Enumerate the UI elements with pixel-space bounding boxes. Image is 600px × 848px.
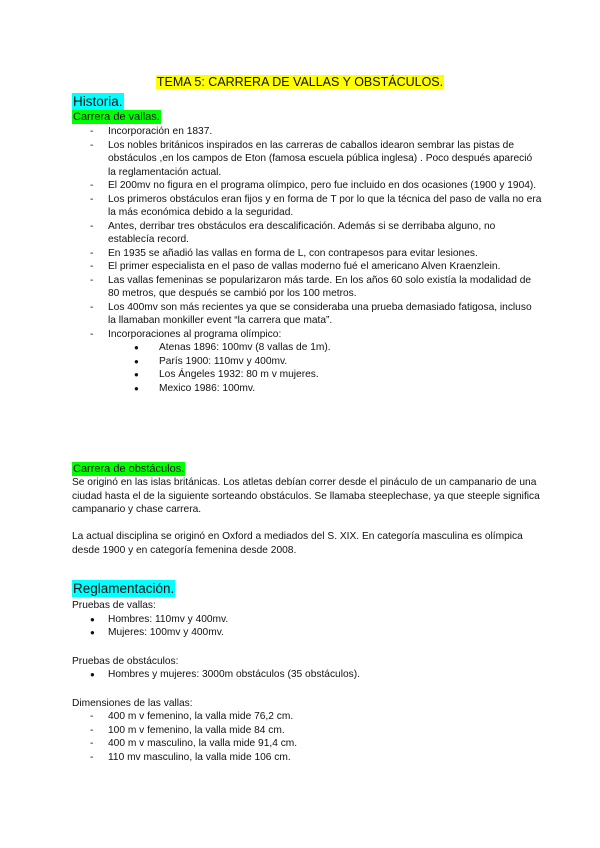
heading-reglamentacion: Reglamentación. — [73, 581, 175, 596]
document-title: TEMA 5: CARRERA DE VALLAS Y OBSTÁCULOS. — [156, 75, 444, 89]
olympic-list — [72, 341, 542, 395]
heading-carrera-vallas: Carrera de vallas. — [73, 111, 160, 123]
heading-historia: Historia. — [73, 94, 123, 109]
list-item: - Incorporación en 1837. — [72, 125, 542, 139]
paragraph: La actual disciplina se originó en Oxford a mediados del S. XIX. En categoría masculina es olímpica desde 1900 y en categoría femenina desde 2008. — [72, 531, 523, 556]
label-pruebas-obstaculos: Pruebas de obstáculos: — [72, 655, 179, 667]
list-item: ● Hombres: 110mv y 400mv. — [72, 613, 542, 627]
reglamentacion-content — [72, 599, 542, 764]
list-item: - Antes, derribar tres obstáculos era descalificación. Además si se derribaba alguno, no establecía record. — [72, 220, 542, 247]
label-pruebas-vallas: Pruebas de vallas: — [72, 600, 156, 611]
list-item: - Los primeros obstáculos eran fijos y en forma de T por lo que la técnica del paso de valla no era la más económica debido a la seguridad. — [72, 193, 542, 220]
label-dimensiones: Dimensiones de las vallas: — [72, 697, 193, 709]
list-item: ● París 1900: 110mv y 400mv. — [72, 355, 542, 369]
list-item: ● Hombres y mujeres: 3000m obstáculos (35 obstáculos). — [72, 668, 542, 682]
list-item: - El primer especialista en el paso de vallas moderno fué el americano Alven Kraenzlein. — [72, 260, 542, 274]
list-item: - 400 m v femenino, la valla mide 76,2 cm. — [72, 710, 542, 724]
vallas-history-list — [72, 125, 542, 395]
list-item: - 400 m v masculino, la valla mide 91,4 cm. — [72, 737, 542, 751]
list-item: - En 1935 se añadió las vallas en forma de L, con contrapesos para evitar lesiones. — [72, 247, 542, 261]
heading-carrera-obstaculos: Carrera de obstáculos. — [73, 463, 185, 475]
list-item: - Los 400mv son más recientes ya que se consideraba una prueba demasiado fatigosa, incluso la llamaban monkiller event “la carrera que mata”. — [72, 301, 542, 328]
list-item: - El 200mv no figura en el programa olímpico, pero fue incluido en dos ocasiones (1900 y 1904). — [72, 179, 542, 193]
list-item: ● Mexico 1986: 100mv. — [72, 382, 542, 396]
list-item: - 110 mv masculino, la valla mide 106 cm. — [72, 751, 542, 765]
list-item: - Los nobles británicos inspirados en las carreras de caballos idearon sembrar las pistas de obstáculos ,en los campos de Eton (famosa escuela pública inglesa) . Poco después apareció la reglamentación actual. — [72, 139, 542, 180]
list-item: - 100 m v femenino, la valla mide 84 cm. — [72, 724, 542, 738]
list-item: ● Los Ángeles 1932: 80 m v mujeres. — [72, 368, 542, 382]
obstaculos-text — [72, 476, 542, 557]
paragraph: Se originó en las islas británicas. Los atletas debían correr desde el pináculo de un campanario de una ciudad hasta el de la siguiente sorteando obstáculos. Se llamaba steeplechase, ya que steeple significa campanario y chase carrera. — [72, 477, 540, 515]
list-item: ● Mujeres: 100mv y 400mv. — [72, 626, 542, 640]
title-wrap — [0, 73, 600, 91]
list-item: ● Atenas 1896: 100mv (8 vallas de 1m). — [72, 341, 542, 355]
list-item: - Las vallas femeninas se popularizaron más tarde. En los años 60 solo existía la modalidad de 80 metros, que después se cambió por los 100 metros. — [72, 274, 542, 301]
list-item: - Incorporaciones al programa olímpico: — [72, 328, 542, 342]
